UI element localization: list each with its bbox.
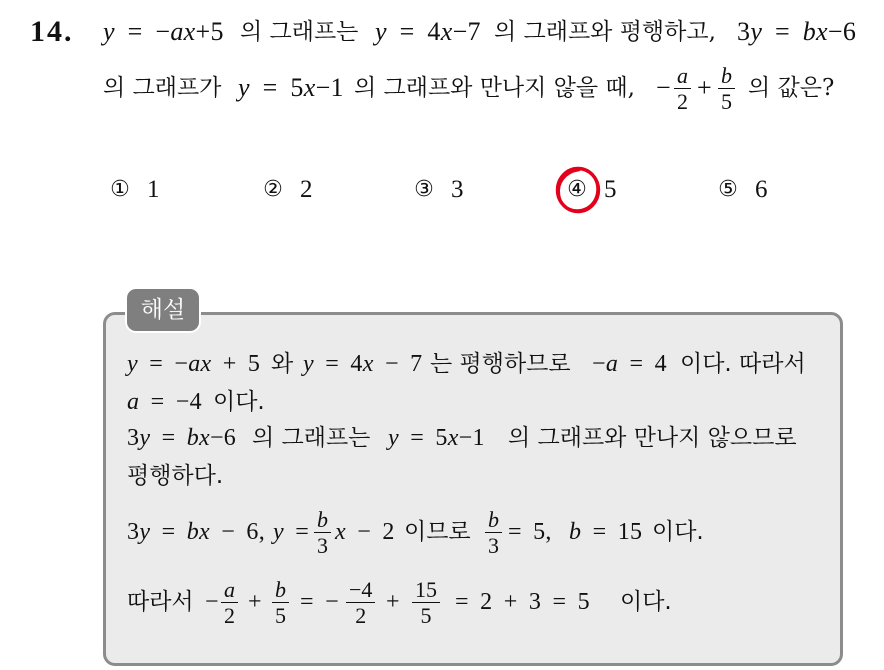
- answer-circle-mark: [552, 164, 604, 216]
- fraction-denominator: 5: [272, 602, 289, 628]
- math-variable: x: [303, 73, 316, 102]
- problem-text: 의 그래프와 평행하고,: [494, 19, 716, 45]
- fraction-numerator: 15: [415, 577, 437, 602]
- problem-text: 의 그래프와 만나지 않을 때,: [354, 75, 635, 101]
- fraction: [718, 63, 735, 114]
- problem-text: 의 그래프가: [103, 75, 222, 101]
- solution-text: 이다.: [620, 589, 672, 615]
- fraction: [272, 577, 289, 628]
- math-variable: x: [362, 351, 374, 377]
- plus-operator: +: [386, 589, 400, 615]
- equation: y = 5x−1: [238, 73, 344, 102]
- choice-value: 2: [300, 176, 313, 203]
- equation: a = −4: [127, 389, 202, 415]
- plus-operator: +: [248, 589, 262, 615]
- fraction-numerator: [674, 63, 691, 88]
- problem-text: 의 그래프는: [240, 19, 359, 45]
- choice-value: 6: [755, 176, 768, 203]
- equation: y = −ax + 5: [127, 351, 261, 377]
- circle-stroke-inner: [559, 170, 598, 210]
- fraction-numerator: −4: [349, 577, 373, 602]
- equation: y = 4x−7: [375, 17, 481, 46]
- problem-text: 의 값은?: [748, 75, 835, 101]
- fraction: [346, 577, 375, 628]
- math-variable: b: [721, 63, 732, 88]
- math-variable: y: [750, 17, 763, 46]
- math-variable: x: [447, 425, 459, 451]
- math-variable: y: [139, 425, 151, 451]
- fraction-denominator: 2: [221, 602, 238, 628]
- solution-line-5: [0, 507, 884, 558]
- math-variable: a: [224, 577, 235, 602]
- math-variable: y: [375, 17, 387, 46]
- math-variable: y: [238, 73, 250, 102]
- math-variable: y: [139, 519, 151, 545]
- solution-text: 와: [271, 351, 294, 377]
- math-variable: a: [605, 351, 619, 377]
- fraction-numerator: [221, 577, 238, 602]
- problem-line-2: [0, 63, 884, 114]
- fraction-numerator: [314, 507, 331, 532]
- minus-sign: −: [656, 73, 671, 102]
- fraction: [674, 63, 691, 114]
- problem-line-1: [0, 17, 884, 47]
- solution-line-1: [0, 349, 884, 379]
- choice-number: ⑤: [718, 177, 738, 202]
- solution-text: 이다. 따라서: [680, 351, 806, 377]
- fraction-numerator: [272, 577, 289, 602]
- fraction: [412, 577, 440, 628]
- math-variable: b: [488, 507, 499, 532]
- math-variable: ax: [170, 17, 196, 46]
- solution-line-4: [0, 461, 884, 491]
- choice-5: [716, 175, 768, 205]
- solution-text: 의 그래프와 만나지 않으므로: [508, 425, 797, 451]
- equation: = 5,: [508, 519, 552, 545]
- equation: y = −ax+5: [103, 17, 224, 46]
- math-variable: bx: [186, 519, 210, 545]
- plus-operator: +: [697, 73, 712, 102]
- math-variable: y: [127, 351, 138, 377]
- solution-line-3: [0, 423, 884, 453]
- equation: y = 4x − 7: [303, 351, 423, 377]
- fraction-denominator: 3: [314, 532, 331, 558]
- math-variable: a: [677, 63, 688, 88]
- choice-number: ④: [567, 177, 587, 202]
- solution-text: 의 그래프는: [252, 425, 371, 451]
- fraction-denominator: 5: [718, 88, 735, 114]
- math-variable: x: [440, 17, 453, 46]
- math-variable: y: [273, 519, 284, 545]
- fraction-denominator: 2: [346, 602, 375, 628]
- math-variable: b: [275, 577, 286, 602]
- problem-number: 14.: [30, 15, 74, 48]
- choice-number: ②: [263, 177, 283, 202]
- solution-text: 이다.: [652, 519, 704, 545]
- math-variable: b: [317, 507, 328, 532]
- solution-line-2: [0, 387, 884, 417]
- choice-value: 3: [451, 176, 464, 203]
- math-variable: b: [569, 519, 582, 545]
- math-variable: bx: [186, 425, 210, 451]
- solution-label: 해설: [127, 289, 199, 331]
- choice-4: [565, 175, 617, 205]
- solution-text: 평행하다.: [127, 463, 224, 489]
- equation: x − 2: [335, 519, 395, 545]
- math-variable: y: [388, 425, 399, 451]
- solution-text: 는 평행하므로: [430, 351, 571, 377]
- equation: b = 15: [569, 519, 643, 545]
- fraction-denominator: 5: [412, 602, 440, 628]
- choice-3: [412, 175, 464, 205]
- equation: y = 5x−1: [388, 425, 485, 451]
- equals-minus-operator: = −: [300, 589, 339, 615]
- choice-1: [108, 175, 160, 205]
- equation: = 2 + 3 = 5: [455, 589, 590, 615]
- fraction-denominator: 3: [485, 532, 502, 558]
- math-variable: x: [335, 519, 346, 545]
- choice-number: ③: [414, 177, 434, 202]
- choice-value: 1: [147, 176, 160, 203]
- choice-number: ①: [110, 177, 130, 202]
- fraction: [314, 507, 331, 558]
- fraction: [485, 507, 502, 558]
- equation: −a = 4: [592, 351, 667, 377]
- fraction-denominator: 2: [674, 88, 691, 114]
- fraction: [221, 577, 238, 628]
- equation: 3y = bx−6: [127, 425, 237, 451]
- math-variable: ax: [188, 351, 212, 377]
- solution-text: 따라서: [127, 589, 194, 615]
- equation: 3y = bx − 6,: [127, 519, 266, 545]
- math-variable: y: [103, 17, 115, 46]
- choice-2: [261, 175, 313, 205]
- minus-sign: −: [205, 589, 219, 615]
- fraction-numerator: [485, 507, 502, 532]
- fraction-numerator: [718, 63, 735, 88]
- choice-value: 5: [604, 176, 617, 203]
- math-variable: a: [127, 389, 140, 415]
- math-variable: y: [303, 351, 314, 377]
- math-variable: bx: [802, 17, 828, 46]
- solution-line-6: [0, 577, 884, 628]
- equation: y =: [273, 519, 310, 545]
- equation: 3y = bx−6: [737, 17, 857, 46]
- solution-text: 이므로: [404, 519, 471, 545]
- solution-text: 이다.: [213, 389, 265, 415]
